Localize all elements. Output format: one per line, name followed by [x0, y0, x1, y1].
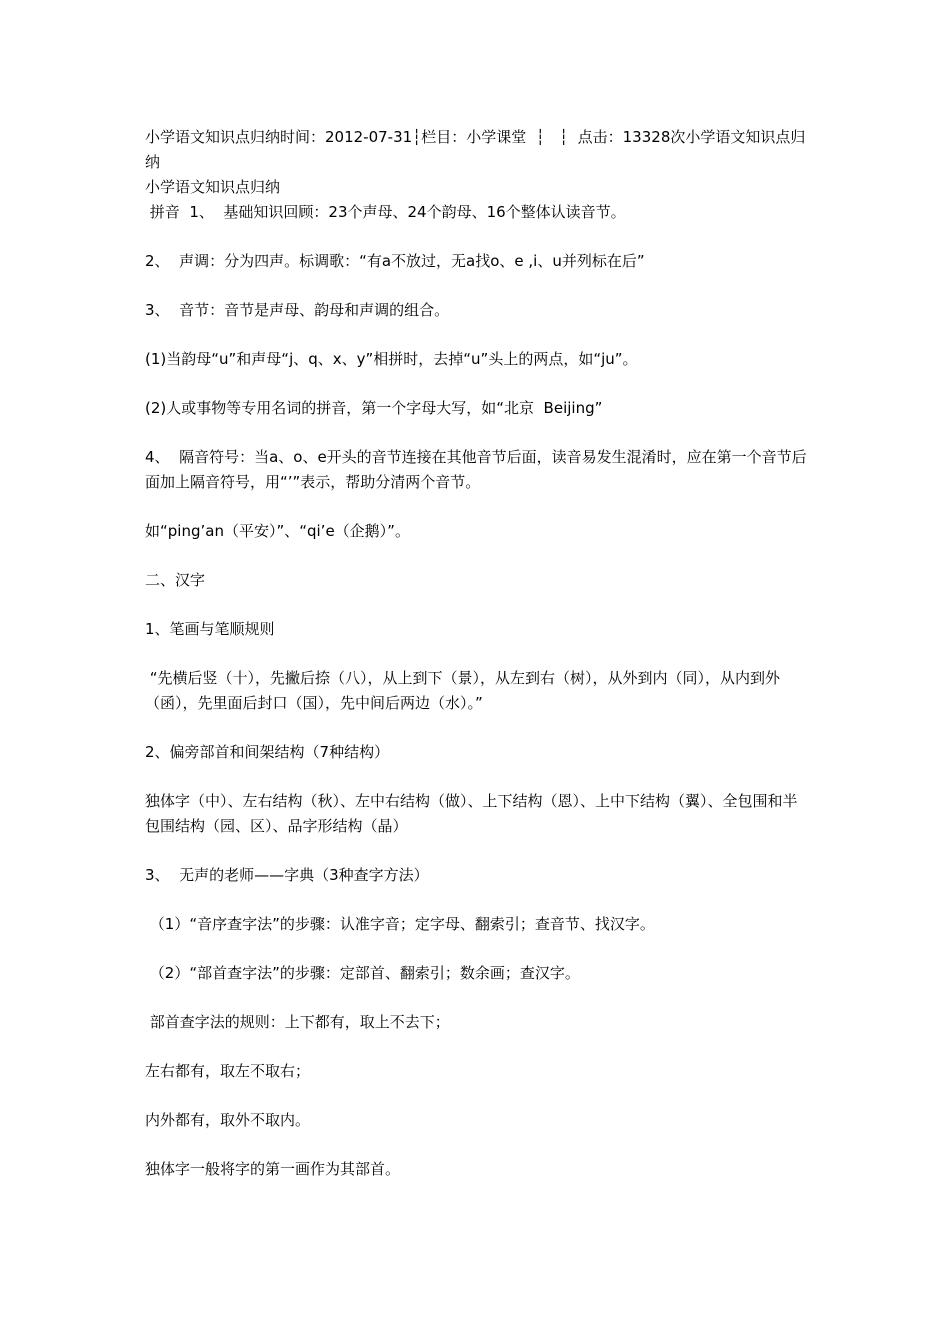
header-line: 小学语文知识点归纳时间：2012-07-31┆栏目：小学课堂 ┆ ┆ 点击：13328次小学语文知识点归纳	[145, 128, 806, 171]
paragraph-tones: 2、 声调：分为四声。标调歌：“有a不放过，无a找o、e ,i、u并列标在后”	[145, 252, 645, 270]
section-heading-hanzi: 二、汉字	[145, 571, 206, 589]
paragraph-radical-rule-3: 内外都有，取外不取内。	[145, 1111, 311, 1129]
paragraph-separator-examples: 如“ping’an（平安）”、“qi’e（企鹅）”。	[145, 522, 410, 540]
paragraph-strokes-heading: 1、笔画与笔顺规则	[145, 620, 275, 638]
document-body	[145, 125, 810, 1182]
paragraph-radicals-heading: 2、偏旁部首和间架结构（7种结构）	[145, 743, 390, 761]
document-title: 小学语文知识点归纳	[145, 178, 281, 196]
paragraph-phonetic-lookup: （1）“音序查字法”的步骤：认准字音；定字母、翻索引；查音节、找汉字。	[145, 915, 655, 933]
paragraph-u-rule: (1)当韵母“u”和声母“j、q、x、y”相拼时，去掉“u”头上的两点，如“ju”。	[145, 350, 638, 368]
paragraph-syllables: 3、 音节：音节是声母、韵母和声调的组合。	[145, 301, 450, 319]
paragraph-stroke-order: “先横后竖（十），先撇后捺（八），从上到下（景），从左到右（树），从外到内（同），从内到外（函），先里面后封口（国），先中间后两边（水）。”	[145, 669, 781, 712]
paragraph-radical-rule-2: 左右都有，取左不取右；	[145, 1062, 311, 1080]
paragraph-pinyin-basics: 拼音 1、 基础知识回顾：23个声母、24个韵母、16个整体认读音节。	[145, 203, 626, 221]
paragraph-radical-lookup: （2）“部首查字法”的步骤：定部首、翻索引；数余画；查汉字。	[145, 964, 580, 982]
paragraph-dictionary-heading: 3、 无声的老师——字典（3种查字方法）	[145, 866, 429, 884]
paragraph-separator-mark: 4、 隔音符号：当a、o、e开头的音节连接在其他音节后面，读音易发生混淆时，应在第一个音节后面加上隔音符号，用“’”表示，帮助分清两个音节。	[145, 448, 807, 491]
paragraph-radical-rule-4: 独体字一般将字的第一画作为其部首。	[145, 1160, 401, 1178]
paragraph-structures: 独体字（中）、左右结构（秋）、左中右结构（做）、上下结构（恩）、上中下结构（翼）、全包围和半包围结构（园、区）、品字形结构（晶）	[145, 792, 798, 835]
paragraph-proper-nouns: (2)人或事物等专用名词的拼音，第一个字母大写，如“北京 Beijing”	[145, 399, 603, 417]
paragraph-radical-rule-1: 部首查字法的规则：上下都有，取上不去下；	[145, 1013, 450, 1031]
